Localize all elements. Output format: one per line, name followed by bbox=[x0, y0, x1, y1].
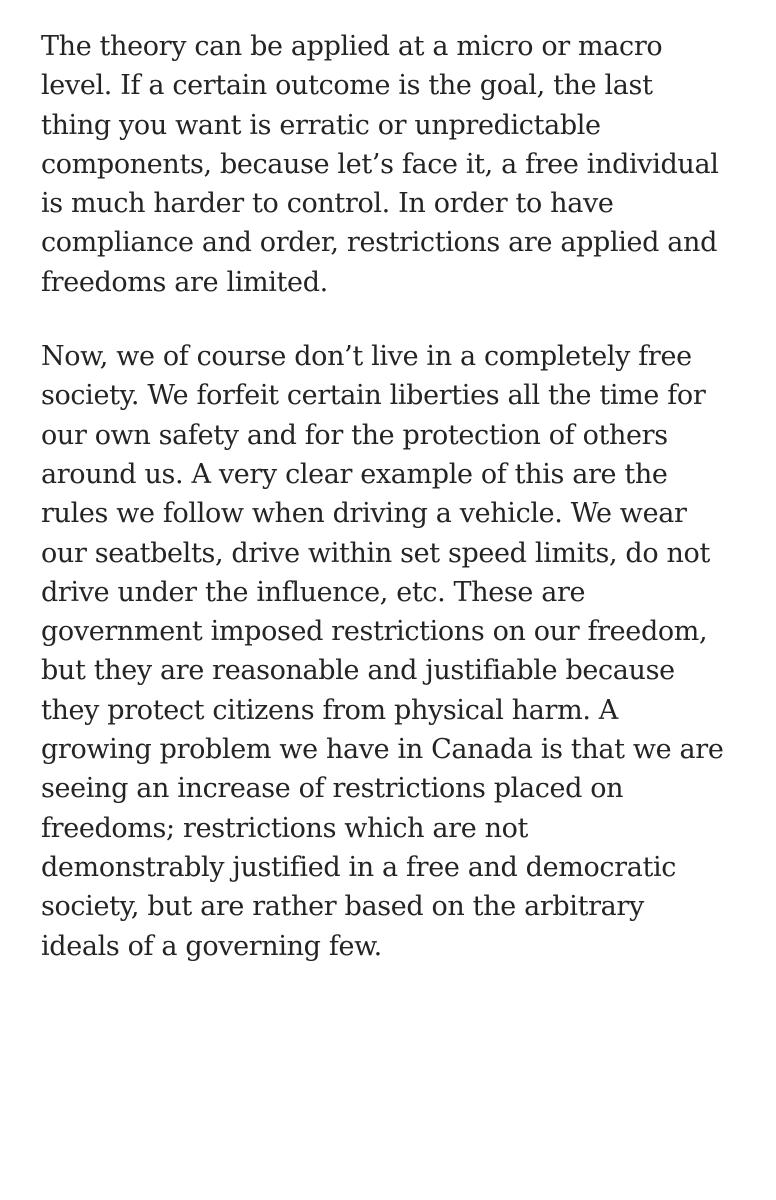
text-line: society, but are rather based on the arbitrary bbox=[41, 891, 644, 923]
text-line: but they are reasonable and justifiable because bbox=[41, 655, 675, 687]
text-line: ideals of a governing few. bbox=[41, 930, 382, 962]
text-line: around us. A very clear example of this are the bbox=[41, 458, 668, 490]
text-line: level. If a certain outcome is the goal, the last bbox=[41, 70, 653, 102]
text-line: government imposed restrictions on our freedom, bbox=[41, 616, 708, 648]
text-line: they protect citizens from physical harm. A bbox=[41, 694, 618, 726]
text-line: compliance and order, restrictions are applied and bbox=[41, 227, 718, 259]
paragraph-free-society bbox=[41, 337, 756, 966]
text-line: demonstrably justified in a free and democratic bbox=[41, 851, 677, 883]
text-line: components, because let’s face it, a free individual bbox=[41, 148, 719, 180]
text-line: freedoms are limited. bbox=[41, 266, 328, 298]
text-line: our seatbelts, drive within set speed limits, do not bbox=[41, 537, 710, 569]
text-line: rules we follow when driving a vehicle. We wear bbox=[41, 498, 687, 530]
text-line: growing problem we have in Canada is that we are bbox=[41, 734, 724, 766]
text-line: seeing an increase of restrictions placed on bbox=[41, 773, 624, 805]
text-line: The theory can be applied at a micro or macro bbox=[41, 31, 663, 62]
text-line: society. We forfeit certain liberties all the time for bbox=[41, 380, 706, 412]
text-line: our own safety and for the protection of others bbox=[41, 419, 668, 451]
text-line: is much harder to control. In order to have bbox=[41, 188, 614, 220]
text-line: drive under the influence, etc. These are bbox=[41, 576, 586, 608]
text-line: freedoms; restrictions which are not bbox=[41, 812, 529, 844]
text-line: thing you want is erratic or unpredictable bbox=[41, 109, 601, 141]
text-line: Now, we of course don’t live in a completely free bbox=[41, 341, 692, 373]
paragraph-theory bbox=[41, 27, 756, 302]
